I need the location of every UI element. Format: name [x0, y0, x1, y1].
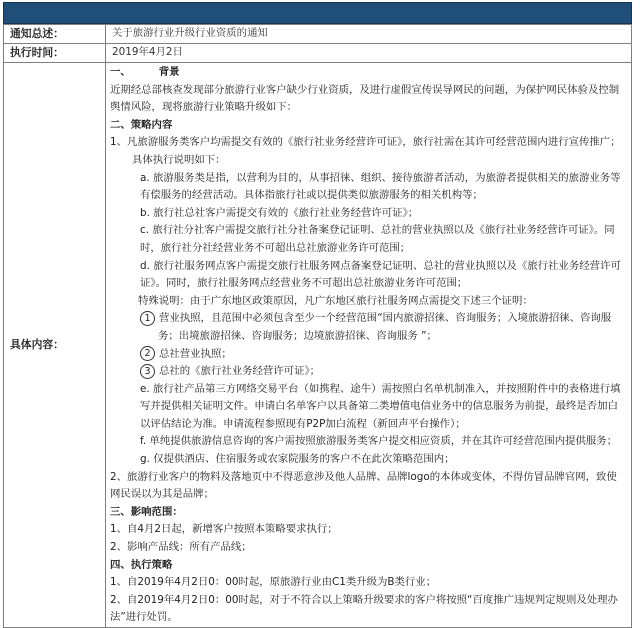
section-2-item-e: e. 旅行社产品第三方网络交易平台（如携程、途牛）需按照白名单机制准入，并按照附件中的表格进行填写并提供相关证明文件。申请白名单客户以具备第二类增值电信业务中的信息服务为前提，最终是否加白以评估结论为准。申请流程参照现有P2P加白流程（新回声平台操作）；	[140, 382, 621, 430]
section-4-item-1: 1、自2019年4月2日0：00时起，原旅游行业由C1类升级为B类行业；	[110, 576, 437, 589]
notice-table-container	[3, 2, 632, 628]
special-item-2: 2 总社营业执照；	[128, 346, 627, 364]
table-row-time	[4, 44, 632, 63]
section-2-heading: 二、策略内容	[110, 118, 173, 131]
time-label: 执行时间：	[4, 44, 106, 63]
section-1-text: 近期经总部核查发现部分旅游行业客户缺少行业资质，及进行虚假宣传误导网民的问题，为保护网民体验及控制舆情风险，现将旅游行业策略升级如下：	[110, 83, 620, 114]
section-2-item-1: 1、凡旅游服务类客户均需提交有效的《旅行社业务经营许可证》，旅行社需在其许可经营范围内进行宣传推广；	[110, 136, 621, 149]
section-4-heading: 四、执行策略	[110, 558, 173, 571]
summary-value: 关于旅游行业升级行业资质的通知	[106, 25, 632, 44]
section-4-item-2: 2、自2019年4月2日0：00时起，对于不符合以上策略升级要求的客户将按照“百度推广违规判定规则及处理办法”进行处罚。	[110, 593, 618, 624]
section-1-title: 背景	[158, 66, 180, 78]
section-3-heading: 三、影响范围：	[110, 505, 183, 518]
section-2-item-c: c. 旅行社分社客户需提交旅行社分社备案登记证明、总社的营业执照以及《旅行社业务经营许可证》。同时，旅行社分社经营业务不可超出总社旅游业务许可范围；	[140, 224, 615, 254]
notice-table	[3, 24, 632, 628]
section-2-item-2: 2、旅游行业客户的物料及落地页中不得恶意涉及他人品牌、品牌logo的本体或变体，不得仿冒品牌官网，致使网民误以为其是品牌；	[110, 470, 617, 501]
section-2-detail-title: 具体执行说明如下：	[132, 153, 226, 166]
section-1-heading	[110, 64, 627, 82]
section-3-item-1: 1、自4月2日起，新增客户按照本策略要求执行；	[110, 523, 338, 536]
special-item-1: 1 营业执照，且范围中必须包含至少一个经营范围“国内旅游招徕、咨询服务；入境旅游招徕、咨询服务；出境旅游招徕、咨询服务；边境旅游招徕、咨询服务 ”；	[128, 310, 627, 345]
section-2-item-a: a. 旅游服务类是指，以营利为目的，从事招徕、组织、接待旅游者活动，为旅游者提供相关的旅游业务等有偿服务的经营活动。具体指旅行社或以提供类似旅游服务的相关机构等；	[140, 171, 621, 202]
section-3-item-2: 2、影响产品线：所有产品线；	[110, 541, 252, 554]
special-item-3: 3 总社的《旅行社业务经营许可证》；	[128, 363, 627, 381]
section-2-special-note: 特殊说明：由于广东地区政策原因，凡广东地区旅行社服务网点需提交下述三个证明：	[138, 294, 533, 307]
table-row-content	[4, 63, 632, 628]
section-2-item-b: b. 旅行社总社客户需提交有效的《旅行社业务经营许可证》；	[140, 206, 419, 219]
section-2-item-f: f. 单纯提供旅游信息咨询的客户需按照旅游服务类客户提交相应资质，并在其许可经营范围内提供服务；	[140, 435, 618, 448]
section-1-number: 一、	[110, 66, 131, 78]
content-label: 具体内容：	[4, 63, 106, 628]
circled-number-2: 2	[140, 346, 155, 361]
circled-number-1: 1	[140, 311, 155, 326]
section-2-item-d: d. 旅行社服务网点客户需提交旅行社服务网点备案登记证明、总社的营业执照以及《旅行社业务经营许可证》。同时，旅行社服务网点经营业务不可超出总社旅游业务许可范围；	[140, 259, 621, 290]
time-value: 2019年4月2日	[106, 44, 632, 63]
circled-number-3: 3	[140, 364, 155, 379]
table-row-summary	[4, 25, 632, 44]
summary-label: 通知总述：	[4, 25, 106, 44]
section-2-item-g: g. 仅提供酒店、住宿服务或农家院服务的客户不在此次策略范围内；	[140, 453, 455, 466]
header-bar	[3, 2, 632, 24]
content-body	[106, 63, 632, 628]
